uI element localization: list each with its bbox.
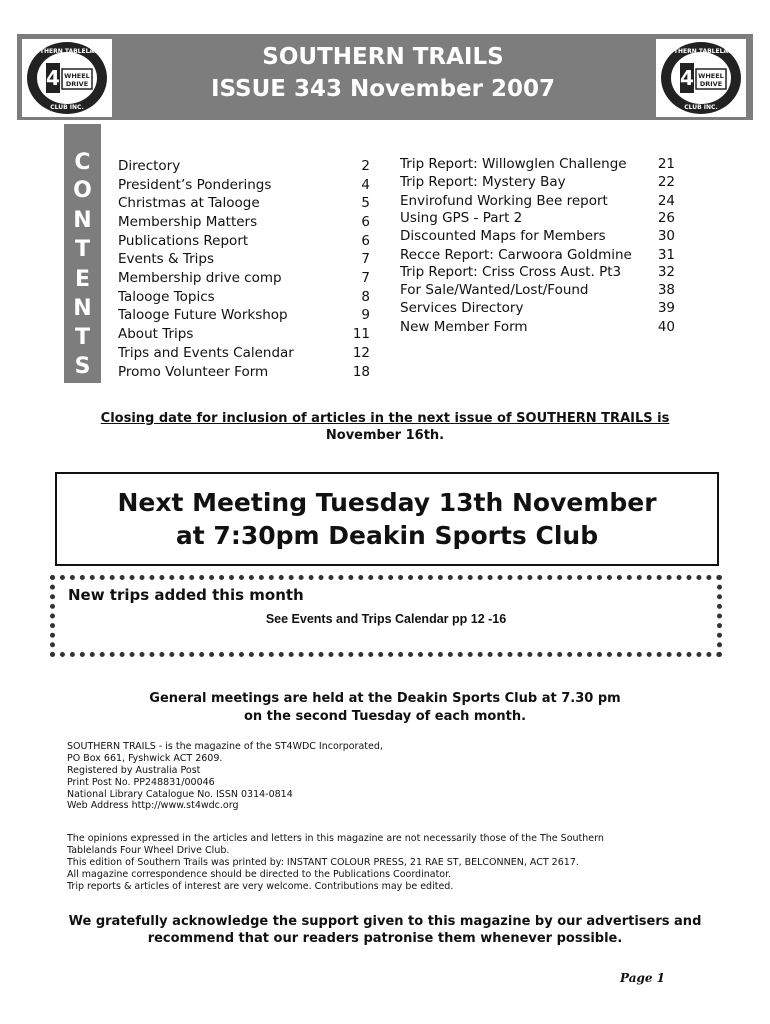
contents-letter: N (73, 208, 92, 233)
info-line: PO Box 661, Fyshwick ACT 2609. (67, 753, 223, 764)
svg-text:CLUB INC.: CLUB INC. (50, 104, 84, 111)
disclaimer-line: Tablelands Four Wheel Drive Club. (67, 845, 230, 856)
svg-text:4: 4 (46, 66, 60, 90)
svg-text:SOUTHERN TABLELANDS: SOUTHERN TABLELANDS (659, 48, 743, 55)
new-trips-box (50, 575, 722, 657)
contents-letter: S (74, 354, 91, 379)
contents-letter: T (74, 237, 90, 262)
svg-text:CLUB INC.: CLUB INC. (684, 104, 718, 111)
new-trips-heading: New trips added this month (68, 586, 304, 604)
info-line: Print Post No. PP248831/00046 (67, 777, 215, 788)
closing-date-notice (40, 410, 730, 444)
club-logo-left (22, 39, 112, 117)
info-line: Registered by Australia Post (67, 765, 201, 776)
contents-letter: E (74, 267, 91, 292)
svg-text:SOUTHERN TABLELANDS: SOUTHERN TABLELANDS (25, 48, 109, 55)
contents-label-bar (64, 124, 101, 383)
general-meetings-line2: on the second Tuesday of each month. (243, 709, 527, 724)
web-address[interactable]: Web Address http://www.st4wdc.org (67, 800, 239, 811)
new-trips-subtitle: See Events and Trips Calendar pp 12 -16 (265, 612, 507, 626)
general-meetings-notice (40, 690, 730, 726)
magazine-title: SOUTHERN TRAILS (262, 44, 504, 70)
svg-text:DRIVE: DRIVE (699, 80, 723, 88)
contents-letter: O (73, 178, 92, 203)
next-meeting-line2: at 7:30pm Deakin Sports Club (175, 521, 599, 550)
svg-text:WHEEL: WHEEL (64, 72, 90, 80)
acknowledgement-line2: recommend that our readers patronise them whenever possible. (147, 930, 623, 946)
contents-letter: T (74, 325, 90, 350)
disclaimer-line: This edition of Southern Trails was printed by: INSTANT COLOUR PRESS, 21 RAE ST, BELCONNEN, ACT 2617. (67, 857, 579, 868)
disclaimer-line: The opinions expressed in the articles and letters in this magazine are not necessarily those of the The Southern (67, 833, 604, 844)
svg-text:DRIVE: DRIVE (65, 80, 89, 88)
closing-date-line2: November 16th. (325, 428, 445, 443)
info-line: National Library Catalogue No. ISSN 0314-0814 (67, 789, 293, 800)
disclaimer-line: Trip reports & articles of interest are very welcome. Contributions may be edited. (67, 881, 454, 892)
closing-date-line1: Closing date for inclusion of articles in the next issue of SOUTHERN TRAILS is (100, 411, 670, 426)
next-meeting-line1: Next Meeting Tuesday 13th November (117, 488, 657, 517)
club-logo-right (656, 39, 746, 117)
issue-title: ISSUE 343 November 2007 (210, 76, 556, 102)
contents-letter: N (73, 296, 92, 321)
info-line: SOUTHERN TRAILS - is the magazine of the ST4WDC Incorporated, (67, 741, 383, 752)
page-number: Page 1 (620, 971, 666, 985)
acknowledgement-line1: We gratefully acknowledge the support given to this magazine by our advertisers and (68, 914, 702, 929)
advertiser-acknowledgement (40, 914, 730, 947)
disclaimer-line: All magazine correspondence should be directed to the Publications Coordinator. (67, 869, 452, 880)
svg-text:4: 4 (680, 66, 694, 90)
general-meetings-line1: General meetings are held at the Deakin Sports Club at 7.30 pm (149, 691, 621, 706)
contents-letter: C (74, 150, 91, 175)
svg-text:WHEEL: WHEEL (698, 72, 724, 80)
